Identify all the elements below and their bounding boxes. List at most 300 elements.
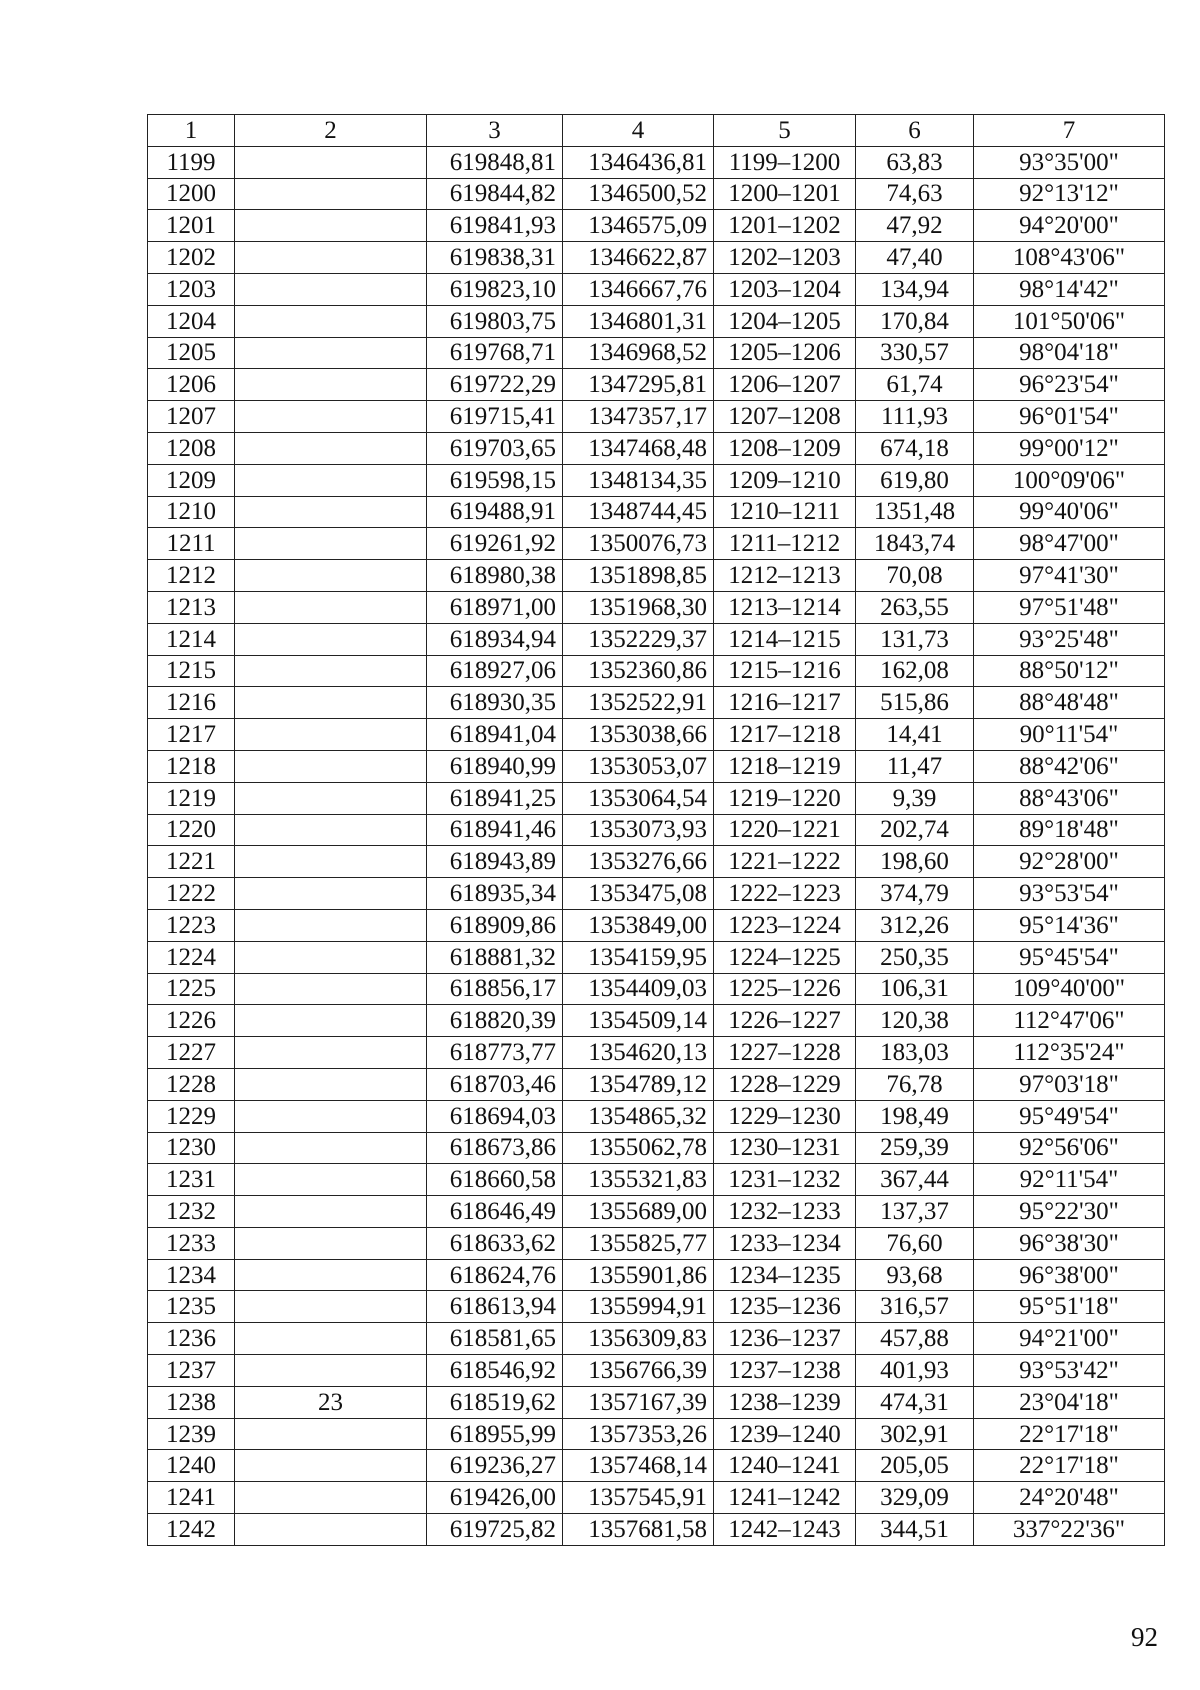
zone-cell (235, 464, 427, 496)
segment-cell: 1234–1235 (714, 1259, 856, 1291)
zone-cell (235, 273, 427, 305)
segment-cell: 1242–1243 (714, 1514, 856, 1546)
y-coordinate-cell: 1347295,81 (563, 369, 714, 401)
y-coordinate-cell: 1351968,30 (563, 591, 714, 623)
zone-cell (235, 1100, 427, 1132)
zone-cell (235, 1068, 427, 1100)
distance-cell: 47,40 (856, 242, 974, 274)
x-coordinate-cell: 618856,17 (427, 973, 563, 1005)
distance-cell: 106,31 (856, 973, 974, 1005)
segment-cell: 1223–1224 (714, 909, 856, 941)
y-coordinate-cell: 1354789,12 (563, 1068, 714, 1100)
angle-cell: 101°50'06" (974, 305, 1165, 337)
table-row (148, 1196, 1165, 1228)
distance-cell: 170,84 (856, 305, 974, 337)
angle-cell: 89°18'48" (974, 814, 1165, 846)
distance-cell: 183,03 (856, 1037, 974, 1069)
angle-cell: 95°51'18" (974, 1291, 1165, 1323)
point-number-cell: 1205 (148, 337, 235, 369)
segment-cell: 1225–1226 (714, 973, 856, 1005)
distance-cell: 93,68 (856, 1259, 974, 1291)
point-number-cell: 1237 (148, 1355, 235, 1387)
y-coordinate-cell: 1346667,76 (563, 273, 714, 305)
x-coordinate-cell: 619722,29 (427, 369, 563, 401)
distance-cell: 367,44 (856, 1164, 974, 1196)
table-row (148, 1005, 1165, 1037)
y-coordinate-cell: 1350076,73 (563, 528, 714, 560)
segment-cell: 1230–1231 (714, 1132, 856, 1164)
distance-cell: 250,35 (856, 941, 974, 973)
point-number-cell: 1209 (148, 464, 235, 496)
angle-cell: 96°23'54" (974, 369, 1165, 401)
y-coordinate-cell: 1348744,45 (563, 496, 714, 528)
distance-cell: 344,51 (856, 1514, 974, 1546)
y-coordinate-cell: 1352360,86 (563, 655, 714, 687)
segment-cell: 1227–1228 (714, 1037, 856, 1069)
distance-cell: 198,60 (856, 846, 974, 878)
zone-cell (235, 1196, 427, 1228)
table-row (148, 623, 1165, 655)
distance-cell: 76,78 (856, 1068, 974, 1100)
zone-cell (235, 1323, 427, 1355)
x-coordinate-cell: 619838,31 (427, 242, 563, 274)
segment-cell: 1210–1211 (714, 496, 856, 528)
segment-cell: 1207–1208 (714, 401, 856, 433)
x-coordinate-cell: 618971,00 (427, 591, 563, 623)
x-coordinate-cell: 618703,46 (427, 1068, 563, 1100)
angle-cell: 96°38'00" (974, 1259, 1165, 1291)
segment-cell: 1226–1227 (714, 1005, 856, 1037)
point-number-cell: 1211 (148, 528, 235, 560)
angle-cell: 88°42'06" (974, 750, 1165, 782)
table-row (148, 528, 1165, 560)
table-row (148, 687, 1165, 719)
zone-cell (235, 591, 427, 623)
table-row (148, 1450, 1165, 1482)
zone-cell (235, 623, 427, 655)
x-coordinate-cell: 619703,65 (427, 432, 563, 464)
x-coordinate-cell: 618941,25 (427, 782, 563, 814)
segment-cell: 1216–1217 (714, 687, 856, 719)
header-cell: 7 (974, 115, 1165, 147)
point-number-cell: 1219 (148, 782, 235, 814)
point-number-cell: 1239 (148, 1418, 235, 1450)
table-row (148, 782, 1165, 814)
y-coordinate-cell: 1347468,48 (563, 432, 714, 464)
table-row (148, 846, 1165, 878)
x-coordinate-cell: 618633,62 (427, 1227, 563, 1259)
table-row (148, 941, 1165, 973)
x-coordinate-cell: 618773,77 (427, 1037, 563, 1069)
zone-cell (235, 1132, 427, 1164)
x-coordinate-cell: 618673,86 (427, 1132, 563, 1164)
x-coordinate-cell: 618546,92 (427, 1355, 563, 1387)
point-number-cell: 1214 (148, 623, 235, 655)
point-number-cell: 1235 (148, 1291, 235, 1323)
x-coordinate-cell: 618624,76 (427, 1259, 563, 1291)
distance-cell: 134,94 (856, 273, 974, 305)
zone-cell (235, 369, 427, 401)
point-number-cell: 1238 (148, 1386, 235, 1418)
point-number-cell: 1216 (148, 687, 235, 719)
distance-cell: 11,47 (856, 750, 974, 782)
table-row (148, 464, 1165, 496)
table-row (148, 1259, 1165, 1291)
x-coordinate-cell: 618955,99 (427, 1418, 563, 1450)
angle-cell: 92°11'54" (974, 1164, 1165, 1196)
distance-cell: 74,63 (856, 178, 974, 210)
x-coordinate-cell: 618980,38 (427, 560, 563, 592)
segment-cell: 1214–1215 (714, 623, 856, 655)
y-coordinate-cell: 1357353,26 (563, 1418, 714, 1450)
angle-cell: 93°53'42" (974, 1355, 1165, 1387)
angle-cell: 90°11'54" (974, 719, 1165, 751)
x-coordinate-cell: 619426,00 (427, 1482, 563, 1514)
angle-cell: 99°00'12" (974, 432, 1165, 464)
segment-cell: 1206–1207 (714, 369, 856, 401)
point-number-cell: 1226 (148, 1005, 235, 1037)
point-number-cell: 1204 (148, 305, 235, 337)
segment-cell: 1199–1200 (714, 146, 856, 178)
zone-cell (235, 782, 427, 814)
point-number-cell: 1218 (148, 750, 235, 782)
angle-cell: 95°49'54" (974, 1100, 1165, 1132)
header-cell: 1 (148, 115, 235, 147)
angle-cell: 22°17'18" (974, 1450, 1165, 1482)
zone-cell (235, 146, 427, 178)
zone-cell (235, 178, 427, 210)
y-coordinate-cell: 1346968,52 (563, 337, 714, 369)
zone-cell (235, 1164, 427, 1196)
x-coordinate-cell: 619823,10 (427, 273, 563, 305)
segment-cell: 1209–1210 (714, 464, 856, 496)
point-number-cell: 1200 (148, 178, 235, 210)
point-number-cell: 1227 (148, 1037, 235, 1069)
zone-cell (235, 719, 427, 751)
table-row (148, 496, 1165, 528)
x-coordinate-cell: 618935,34 (427, 878, 563, 910)
table-row (148, 432, 1165, 464)
segment-cell: 1213–1214 (714, 591, 856, 623)
point-number-cell: 1229 (148, 1100, 235, 1132)
angle-cell: 92°56'06" (974, 1132, 1165, 1164)
table-row (148, 814, 1165, 846)
x-coordinate-cell: 619803,75 (427, 305, 563, 337)
point-number-cell: 1212 (148, 560, 235, 592)
segment-cell: 1238–1239 (714, 1386, 856, 1418)
segment-cell: 1232–1233 (714, 1196, 856, 1228)
y-coordinate-cell: 1355321,83 (563, 1164, 714, 1196)
distance-cell: 61,74 (856, 369, 974, 401)
table-row (148, 655, 1165, 687)
y-coordinate-cell: 1346500,52 (563, 178, 714, 210)
y-coordinate-cell: 1355901,86 (563, 1259, 714, 1291)
segment-cell: 1237–1238 (714, 1355, 856, 1387)
angle-cell: 92°28'00" (974, 846, 1165, 878)
point-number-cell: 1220 (148, 814, 235, 846)
point-number-cell: 1240 (148, 1450, 235, 1482)
zone-cell (235, 655, 427, 687)
table-row (148, 242, 1165, 274)
zone-cell (235, 1450, 427, 1482)
x-coordinate-cell: 618927,06 (427, 655, 563, 687)
segment-cell: 1202–1203 (714, 242, 856, 274)
zone-cell (235, 750, 427, 782)
table-row (148, 1068, 1165, 1100)
y-coordinate-cell: 1352229,37 (563, 623, 714, 655)
distance-cell: 329,09 (856, 1482, 974, 1514)
table-row (148, 591, 1165, 623)
x-coordinate-cell: 618820,39 (427, 1005, 563, 1037)
segment-cell: 1215–1216 (714, 655, 856, 687)
segment-cell: 1229–1230 (714, 1100, 856, 1132)
zone-cell (235, 1482, 427, 1514)
distance-cell: 14,41 (856, 719, 974, 751)
segment-cell: 1235–1236 (714, 1291, 856, 1323)
distance-cell: 63,83 (856, 146, 974, 178)
point-number-cell: 1233 (148, 1227, 235, 1259)
point-number-cell: 1232 (148, 1196, 235, 1228)
distance-cell: 47,92 (856, 210, 974, 242)
x-coordinate-cell: 619261,92 (427, 528, 563, 560)
y-coordinate-cell: 1346575,09 (563, 210, 714, 242)
y-coordinate-cell: 1347357,17 (563, 401, 714, 433)
zone-cell (235, 305, 427, 337)
table-row (148, 210, 1165, 242)
angle-cell: 98°47'00" (974, 528, 1165, 560)
angle-cell: 112°35'24" (974, 1037, 1165, 1069)
zone-cell (235, 687, 427, 719)
point-number-cell: 1225 (148, 973, 235, 1005)
point-number-cell: 1215 (148, 655, 235, 687)
point-number-cell: 1223 (148, 909, 235, 941)
y-coordinate-cell: 1353064,54 (563, 782, 714, 814)
y-coordinate-cell: 1353475,08 (563, 878, 714, 910)
angle-cell: 92°13'12" (974, 178, 1165, 210)
y-coordinate-cell: 1353073,93 (563, 814, 714, 846)
zone-cell (235, 401, 427, 433)
y-coordinate-cell: 1354409,03 (563, 973, 714, 1005)
table-row (148, 1482, 1165, 1514)
table-body (148, 115, 1165, 1546)
angle-cell: 23°04'18" (974, 1386, 1165, 1418)
point-number-cell: 1224 (148, 941, 235, 973)
point-number-cell: 1217 (148, 719, 235, 751)
distance-cell: 457,88 (856, 1323, 974, 1355)
y-coordinate-cell: 1353276,66 (563, 846, 714, 878)
distance-cell: 1351,48 (856, 496, 974, 528)
segment-cell: 1222–1223 (714, 878, 856, 910)
x-coordinate-cell: 619848,81 (427, 146, 563, 178)
table-row (148, 909, 1165, 941)
zone-cell (235, 1291, 427, 1323)
segment-cell: 1239–1240 (714, 1418, 856, 1450)
distance-cell: 131,73 (856, 623, 974, 655)
y-coordinate-cell: 1354865,32 (563, 1100, 714, 1132)
zone-cell (235, 337, 427, 369)
table-row (148, 305, 1165, 337)
angle-cell: 88°50'12" (974, 655, 1165, 687)
segment-cell: 1240–1241 (714, 1450, 856, 1482)
header-cell: 4 (563, 115, 714, 147)
distance-cell: 111,93 (856, 401, 974, 433)
angle-cell: 88°43'06" (974, 782, 1165, 814)
x-coordinate-cell: 619236,27 (427, 1450, 563, 1482)
table-row (148, 273, 1165, 305)
angle-cell: 100°09'06" (974, 464, 1165, 496)
table-row (148, 973, 1165, 1005)
distance-cell: 474,31 (856, 1386, 974, 1418)
x-coordinate-cell: 619844,82 (427, 178, 563, 210)
zone-cell (235, 1514, 427, 1546)
table-row (148, 146, 1165, 178)
point-number-cell: 1202 (148, 242, 235, 274)
y-coordinate-cell: 1348134,35 (563, 464, 714, 496)
table-row (148, 1514, 1165, 1546)
angle-cell: 97°51'48" (974, 591, 1165, 623)
distance-cell: 76,60 (856, 1227, 974, 1259)
distance-cell: 162,08 (856, 655, 974, 687)
header-cell: 2 (235, 115, 427, 147)
y-coordinate-cell: 1357681,58 (563, 1514, 714, 1546)
angle-cell: 93°25'48" (974, 623, 1165, 655)
zone-cell (235, 1355, 427, 1387)
segment-cell: 1211–1212 (714, 528, 856, 560)
distance-cell: 674,18 (856, 432, 974, 464)
zone-cell (235, 242, 427, 274)
table-header-row (148, 115, 1165, 147)
y-coordinate-cell: 1355062,78 (563, 1132, 714, 1164)
segment-cell: 1200–1201 (714, 178, 856, 210)
y-coordinate-cell: 1355825,77 (563, 1227, 714, 1259)
angle-cell: 98°04'18" (974, 337, 1165, 369)
table-row (148, 369, 1165, 401)
x-coordinate-cell: 619488,91 (427, 496, 563, 528)
angle-cell: 97°03'18" (974, 1068, 1165, 1100)
zone-cell (235, 909, 427, 941)
x-coordinate-cell: 618934,94 (427, 623, 563, 655)
angle-cell: 93°35'00" (974, 146, 1165, 178)
angle-cell: 337°22'36" (974, 1514, 1165, 1546)
distance-cell: 137,37 (856, 1196, 974, 1228)
y-coordinate-cell: 1353849,00 (563, 909, 714, 941)
point-number-cell: 1208 (148, 432, 235, 464)
point-number-cell: 1228 (148, 1068, 235, 1100)
zone-cell: 23 (235, 1386, 427, 1418)
x-coordinate-cell: 618941,46 (427, 814, 563, 846)
zone-cell (235, 560, 427, 592)
point-number-cell: 1210 (148, 496, 235, 528)
y-coordinate-cell: 1357468,14 (563, 1450, 714, 1482)
angle-cell: 94°20'00" (974, 210, 1165, 242)
y-coordinate-cell: 1357167,39 (563, 1386, 714, 1418)
angle-cell: 96°38'30" (974, 1227, 1165, 1259)
zone-cell (235, 1418, 427, 1450)
angle-cell: 94°21'00" (974, 1323, 1165, 1355)
distance-cell: 120,38 (856, 1005, 974, 1037)
x-coordinate-cell: 618613,94 (427, 1291, 563, 1323)
x-coordinate-cell: 618646,49 (427, 1196, 563, 1228)
point-number-cell: 1201 (148, 210, 235, 242)
point-number-cell: 1242 (148, 1514, 235, 1546)
angle-cell: 95°22'30" (974, 1196, 1165, 1228)
angle-cell: 112°47'06" (974, 1005, 1165, 1037)
header-cell: 6 (856, 115, 974, 147)
y-coordinate-cell: 1353038,66 (563, 719, 714, 751)
table-row (148, 1037, 1165, 1069)
distance-cell: 202,74 (856, 814, 974, 846)
header-cell: 5 (714, 115, 856, 147)
point-number-cell: 1222 (148, 878, 235, 910)
zone-cell (235, 814, 427, 846)
zone-cell (235, 210, 427, 242)
segment-cell: 1205–1206 (714, 337, 856, 369)
point-number-cell: 1236 (148, 1323, 235, 1355)
zone-cell (235, 1259, 427, 1291)
segment-cell: 1220–1221 (714, 814, 856, 846)
y-coordinate-cell: 1353053,07 (563, 750, 714, 782)
zone-cell (235, 528, 427, 560)
segment-cell: 1236–1237 (714, 1323, 856, 1355)
zone-cell (235, 878, 427, 910)
point-number-cell: 1230 (148, 1132, 235, 1164)
segment-cell: 1203–1204 (714, 273, 856, 305)
table-row (148, 1323, 1165, 1355)
zone-cell (235, 1005, 427, 1037)
x-coordinate-cell: 618881,32 (427, 941, 563, 973)
x-coordinate-cell: 618581,65 (427, 1323, 563, 1355)
distance-cell: 302,91 (856, 1418, 974, 1450)
page-number: 92 (1131, 1622, 1158, 1652)
segment-cell: 1231–1232 (714, 1164, 856, 1196)
segment-cell: 1218–1219 (714, 750, 856, 782)
table-row (148, 1227, 1165, 1259)
angle-cell: 109°40'00" (974, 973, 1165, 1005)
zone-cell (235, 846, 427, 878)
zone-cell (235, 941, 427, 973)
segment-cell: 1201–1202 (714, 210, 856, 242)
point-number-cell: 1207 (148, 401, 235, 433)
segment-cell: 1224–1225 (714, 941, 856, 973)
angle-cell: 93°53'54" (974, 878, 1165, 910)
x-coordinate-cell: 618909,86 (427, 909, 563, 941)
point-number-cell: 1241 (148, 1482, 235, 1514)
y-coordinate-cell: 1356766,39 (563, 1355, 714, 1387)
angle-cell: 97°41'30" (974, 560, 1165, 592)
x-coordinate-cell: 619725,82 (427, 1514, 563, 1546)
y-coordinate-cell: 1346436,81 (563, 146, 714, 178)
segment-cell: 1233–1234 (714, 1227, 856, 1259)
segment-cell: 1228–1229 (714, 1068, 856, 1100)
point-number-cell: 1206 (148, 369, 235, 401)
point-number-cell: 1221 (148, 846, 235, 878)
y-coordinate-cell: 1356309,83 (563, 1323, 714, 1355)
x-coordinate-cell: 619598,15 (427, 464, 563, 496)
x-coordinate-cell: 618519,62 (427, 1386, 563, 1418)
y-coordinate-cell: 1354509,14 (563, 1005, 714, 1037)
y-coordinate-cell: 1346622,87 (563, 242, 714, 274)
y-coordinate-cell: 1351898,85 (563, 560, 714, 592)
segment-cell: 1221–1222 (714, 846, 856, 878)
zone-cell (235, 973, 427, 1005)
point-number-cell: 1199 (148, 146, 235, 178)
table-row (148, 401, 1165, 433)
angle-cell: 96°01'54" (974, 401, 1165, 433)
distance-cell: 330,57 (856, 337, 974, 369)
distance-cell: 401,93 (856, 1355, 974, 1387)
table-row (148, 178, 1165, 210)
distance-cell: 1843,74 (856, 528, 974, 560)
